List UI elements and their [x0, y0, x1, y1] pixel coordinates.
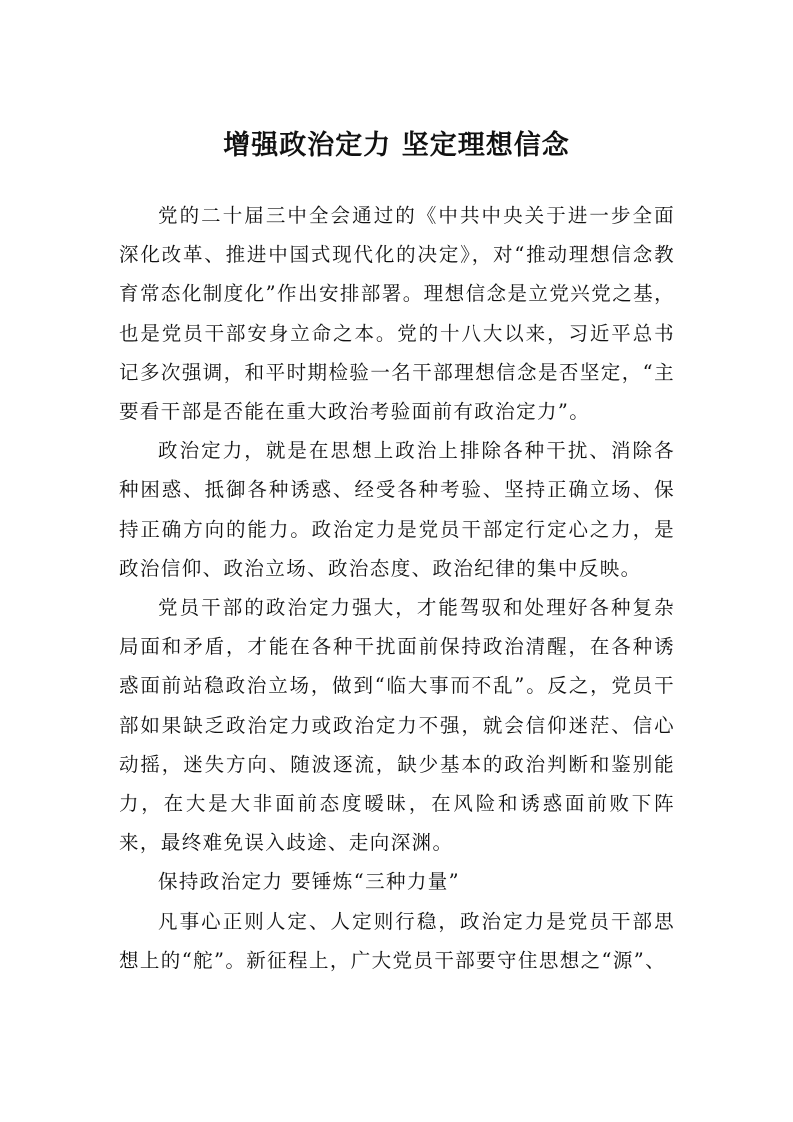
paragraph: 凡事心正则人定、人定则行稳，政治定力是党员干部思想上的“舵”。新征程上，广大党员干部要守住思想之“源”、	[119, 909, 675, 972]
document-title: 增强政治定力 坚定理想信念	[223, 130, 570, 161]
paragraph: 政治定力，就是在思想上政治上排除各种干扰、消除各种困惑、抵御各种诱惑、经受各种考验、坚持正确立场、保持正确方向的能力。政治定力是党员干部定行定心之力，是政治信仰、政治立场、政治态度、政治纪律的集中反映。	[119, 439, 675, 580]
section-heading: 保持政治定力 要锤炼“三种力量”	[158, 870, 461, 894]
paragraph: 党员干部的政治定力强大，才能驾驭和处理好各种复杂局面和矛盾，才能在各种干扰面前保持政治清醒，在各种诱惑面前站稳政治立场，做到“临大事而不乱”。反之，党员干部如果缺乏政治定力或政治定力不强，就会信仰迷茫、信心动摇，迷失方向、随波逐流，缺少基本的政治判断和鉴别能力，在大是大非面前态度暧昧，在风险和诱惑面前败下阵来，最终难免误入歧途、走向深渊。	[119, 596, 675, 855]
document-body	[119, 196, 675, 980]
paragraph: 党的二十届三中全会通过的《中共中央关于进一步全面深化改革、推进中国式现代化的决定》，对“推动理想信念教育常态化制度化”作出安排部署。理想信念是立党兴党之基，也是党员干部安身立命之本。党的十八大以来，习近平总书记多次强调，和平时期检验一名干部理想信念是否坚定，“主要看干部是否能在重大政治考验面前有政治定力”。	[119, 204, 675, 424]
